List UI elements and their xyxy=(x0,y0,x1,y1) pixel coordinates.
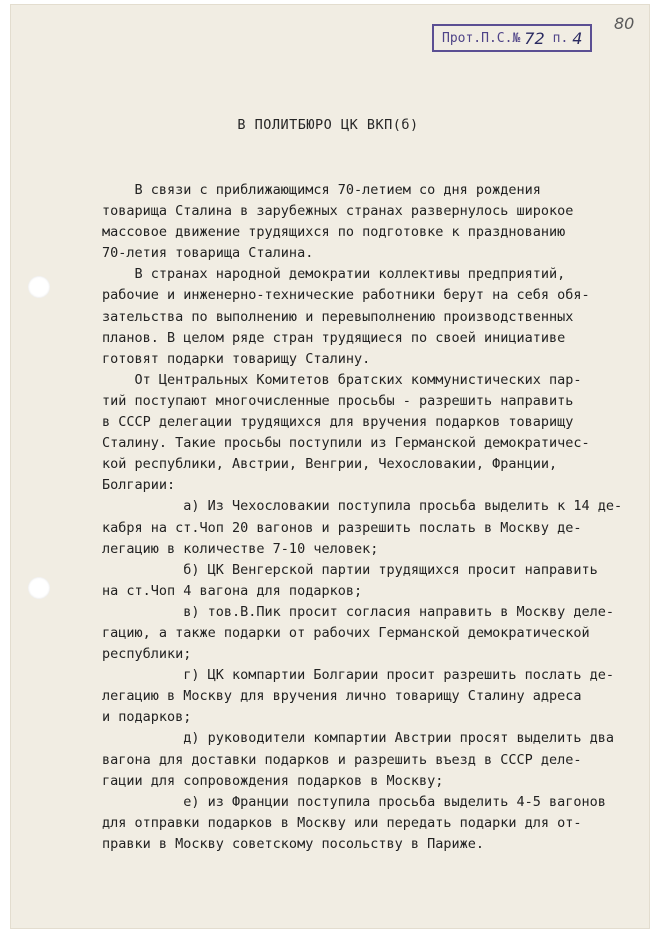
stamp-protocol-number: 72 xyxy=(524,28,545,48)
stamp-point-label: п. xyxy=(552,30,569,46)
text-line: В связи с приближающимся 70-летием со дня рождения xyxy=(102,182,541,198)
text-line: товарища Сталина в зарубежных странах развернулось широкое xyxy=(102,203,574,220)
text-line: вагона для доставки подарков и разрешить въезд в СССР деле- xyxy=(102,751,582,768)
text-line: Болгарии: xyxy=(102,477,176,494)
document-title: В ПОЛИТБЮРО ЦК ВКП(б) xyxy=(237,117,419,133)
registration-stamp xyxy=(432,24,592,52)
text-line: гацию, а также подарки от рабочих Германской демократической xyxy=(102,624,590,641)
text-line: а) Из Чехословакии поступила просьба выделить к 14 де- xyxy=(102,498,623,515)
text-line: рабочие и инженерно-технические работники берут на себя обя- xyxy=(102,287,590,304)
text-line: В странах народной демократии коллективы предприятий, xyxy=(102,266,566,283)
text-line: в) тов.В.Пик просит согласия направить в Москву деле- xyxy=(102,603,615,620)
stamp-label: Прот.П.С.№ xyxy=(442,30,521,46)
text-line: гации для сопровождения подарков в Москву; xyxy=(102,772,444,789)
text-line: планов. В целом ряде стран трудящиеся по своей инициативе xyxy=(102,329,566,346)
text-line: в СССР делегации трудящихся для вручения подарков товарищу xyxy=(102,414,574,431)
text-line: и подарков; xyxy=(102,709,192,726)
text-line: е) из Франции поступила просьба выделить 4-5 вагонов xyxy=(102,793,606,810)
text-line: республики; xyxy=(102,646,192,663)
punch-hole xyxy=(28,276,50,298)
text-line: легацию в количестве 7-10 человек; xyxy=(102,540,379,557)
text-line: для отправки подарков в Москву или передать подарки для от- xyxy=(102,814,582,831)
text-line: д) руководители компартии Австрии просят выделить два xyxy=(102,730,615,747)
page-number: 80 xyxy=(614,14,635,33)
document-body xyxy=(102,180,628,855)
text-line: От Центральных Комитетов братских коммунистических пар- xyxy=(102,371,582,388)
punch-hole xyxy=(28,577,50,599)
text-line: 70-летия товарища Сталина. xyxy=(102,245,314,262)
text-line: зательства по выполнению и перевыполнению производственных xyxy=(102,308,574,325)
text-line: правки в Москву советскому посольству в Париже. xyxy=(102,835,485,852)
text-line: на ст.Чоп 4 вагона для подарков; xyxy=(102,582,363,599)
text-line: кой республики, Австрии, Венгрии, Чехословакии, Франции, xyxy=(102,456,558,473)
text-line: г) ЦК компартии Болгарии просит разрешить послать де- xyxy=(102,667,615,684)
text-line: легацию в Москву для вручения лично товарищу Сталину адреса xyxy=(102,688,582,705)
text-line: массовое движение трудящихся по подготовке к празднованию xyxy=(102,224,566,241)
text-line: Сталину. Такие просьбы поступили из Германской демократичес- xyxy=(102,435,590,452)
stamp-point-number: 4 xyxy=(572,28,583,48)
text-line: б) ЦК Венгерской партии трудящихся просит направить xyxy=(102,561,598,578)
text-line: готовят подарки товарищу Сталину. xyxy=(102,350,371,367)
text-line: кабря на ст.Чоп 20 вагонов и разрешить послать в Москву де- xyxy=(102,519,582,536)
text-line: тий поступают многочисленные просьбы - разрешить направить xyxy=(102,392,574,409)
